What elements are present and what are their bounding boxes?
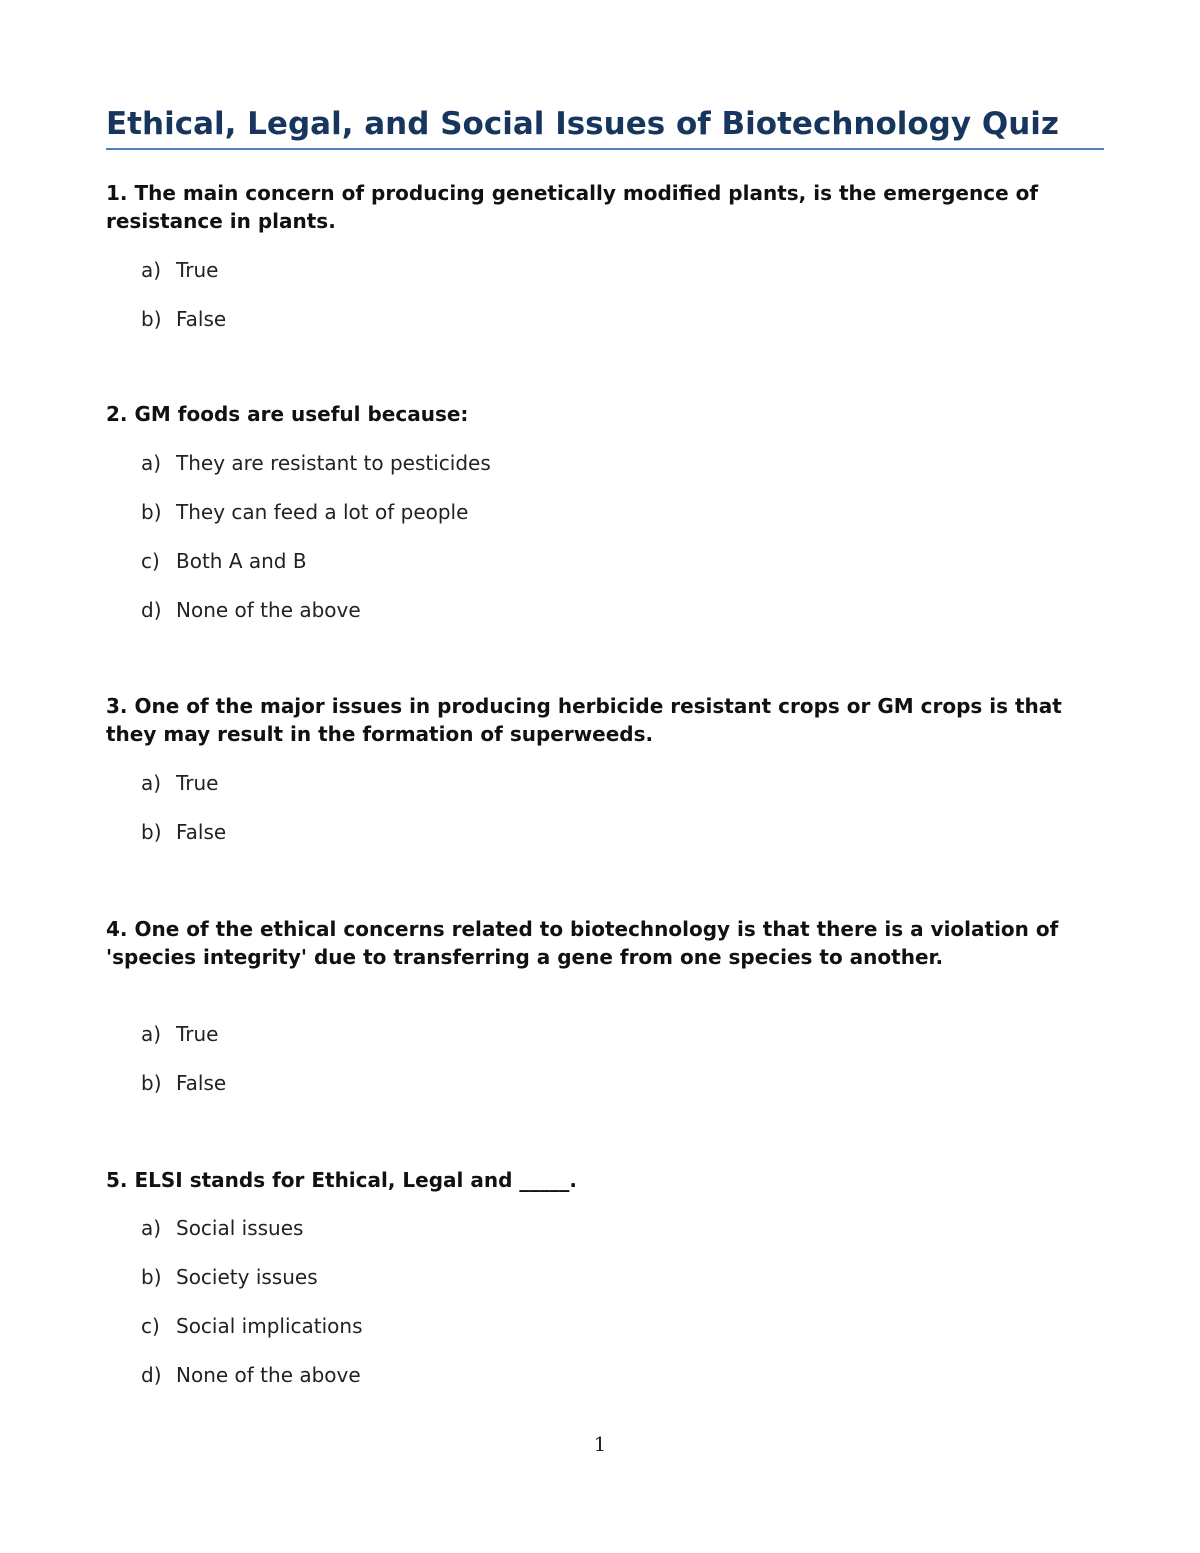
option-text: Society issues	[176, 1265, 318, 1289]
option-letter: b)	[141, 307, 162, 331]
question-4-text: 4. One of the ethical concerns related to biotechnology is that there is a violation of 'species integrity' due to transferring a gene from one species to another.	[106, 917, 1059, 969]
option-letter: a)	[141, 771, 162, 795]
option-text: True	[176, 1022, 219, 1046]
option-letter: a)	[141, 451, 162, 475]
question-3-option-b[interactable]	[141, 818, 226, 867]
option-letter: b)	[141, 1265, 162, 1289]
title-underline	[106, 148, 1104, 150]
option-text: They can feed a lot of people	[176, 500, 469, 524]
page-title: Ethical, Legal, and Social Issues of Biotechnology Quiz	[106, 106, 1059, 142]
question-2-options	[141, 449, 491, 645]
question-1-text: 1. The main concern of producing genetically modified plants, is the emergence of resistance in plants.	[106, 181, 1039, 233]
question-2-option-d[interactable]	[141, 596, 491, 645]
option-letter: b)	[141, 500, 162, 524]
option-letter: a)	[141, 1216, 162, 1240]
question-4-options	[141, 1020, 226, 1118]
question-2-option-b[interactable]	[141, 498, 491, 547]
question-1-options	[141, 256, 226, 354]
option-letter: d)	[141, 1363, 162, 1387]
question-1-option-b[interactable]	[141, 305, 226, 354]
question-3-options	[141, 769, 226, 867]
option-text: False	[176, 1071, 227, 1095]
option-text: Both A and B	[176, 549, 307, 573]
question-5-text: 5. ELSI stands for Ethical, Legal and _____.	[106, 1168, 577, 1192]
question-1-option-a[interactable]	[141, 256, 226, 305]
option-text: False	[176, 820, 227, 844]
question-2-option-a[interactable]	[141, 449, 491, 498]
question-4-option-b[interactable]	[141, 1069, 226, 1118]
page-number: 1	[593, 1432, 607, 1456]
question-5-option-c[interactable]	[141, 1312, 362, 1361]
option-letter: b)	[141, 820, 162, 844]
option-text: They are resistant to pesticides	[176, 451, 491, 475]
option-text: Social implications	[176, 1314, 363, 1338]
question-4-option-a[interactable]	[141, 1020, 226, 1069]
question-5-option-a[interactable]	[141, 1214, 362, 1263]
option-text: True	[176, 258, 219, 282]
option-letter: a)	[141, 258, 162, 282]
question-3-text: 3. One of the major issues in producing herbicide resistant crops or GM crops is that they may result in the formation of superweeds.	[106, 694, 1062, 746]
option-text: Social issues	[176, 1216, 304, 1240]
option-text: None of the above	[176, 1363, 361, 1387]
option-text: None of the above	[176, 598, 361, 622]
option-letter: d)	[141, 598, 162, 622]
question-3-option-a[interactable]	[141, 769, 226, 818]
option-letter: b)	[141, 1071, 162, 1095]
question-2-option-c[interactable]	[141, 547, 491, 596]
question-5-option-d[interactable]	[141, 1361, 362, 1410]
question-5-options	[141, 1214, 362, 1410]
option-letter: c)	[141, 549, 160, 573]
option-letter: a)	[141, 1022, 162, 1046]
question-2-text: 2. GM foods are useful because:	[106, 402, 469, 426]
option-text: True	[176, 771, 219, 795]
question-5-option-b[interactable]	[141, 1263, 362, 1312]
option-text: False	[176, 307, 227, 331]
option-letter: c)	[141, 1314, 160, 1338]
